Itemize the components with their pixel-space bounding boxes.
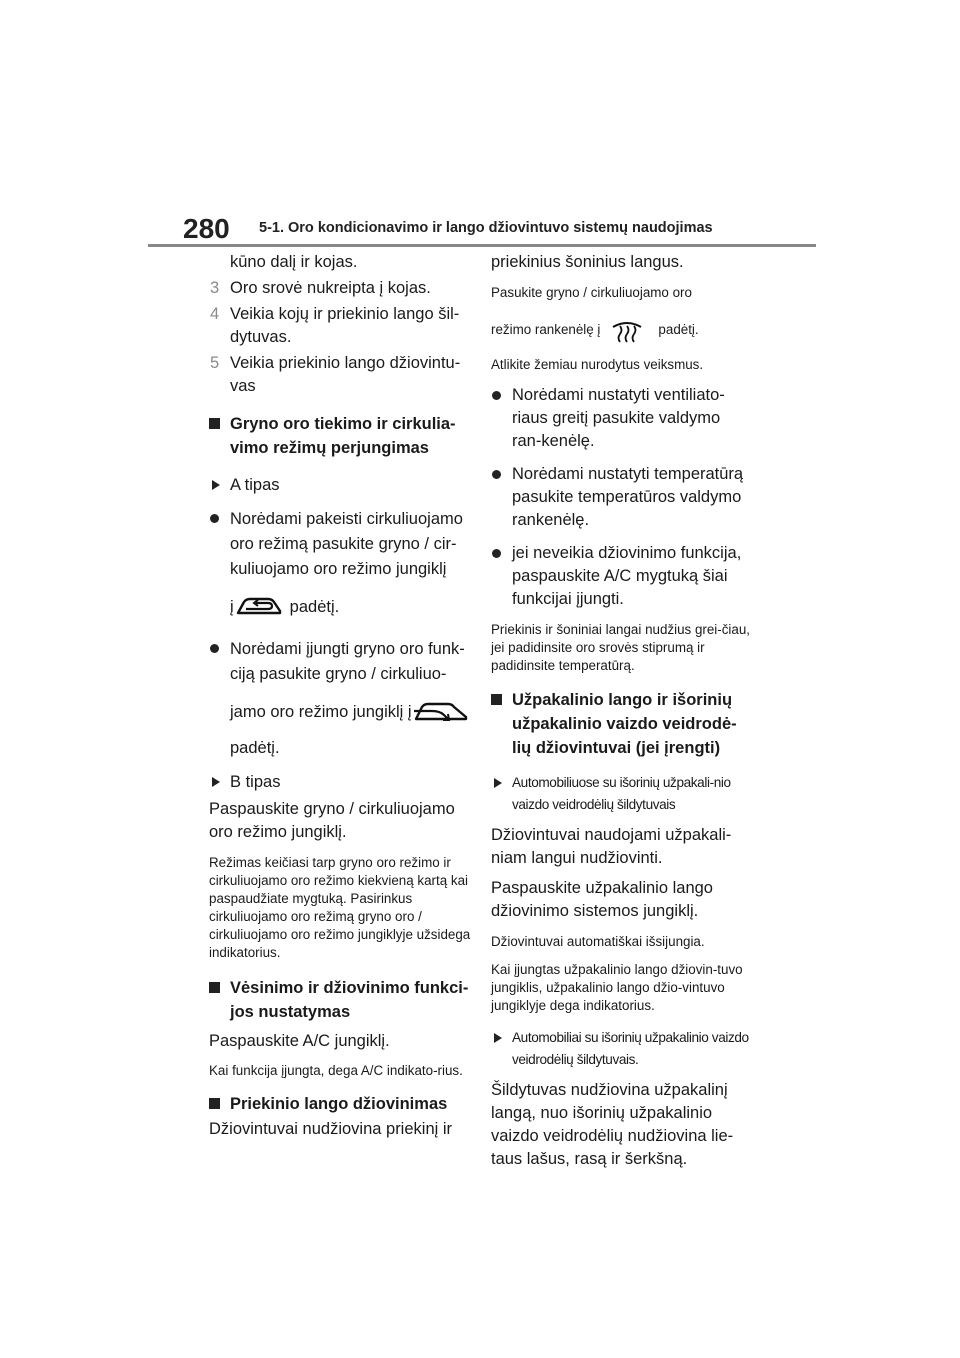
triangle-bullet-icon <box>212 777 220 787</box>
text-line: Norėdami įjungti gryno oro funk- <box>230 640 465 658</box>
section-header: 5-1. Oro kondicionavimo ir lango džiovintuvo sistemų naudojimas <box>259 220 713 236</box>
instruction-text: Atlikite žemiau nurodytus veiksmus. <box>491 357 704 372</box>
paragraph: Džiovintuvai naudojami užpakali-niam langui nudžiovinti. <box>491 826 732 867</box>
bullet-text: Norėdami nustatyti ventiliato-riaus greitį pasukite valdymo ran-kenėlę. <box>512 386 725 450</box>
header-rule <box>148 244 816 247</box>
continued-text: kūno dalį ir kojas. <box>230 253 358 271</box>
bullet-icon <box>210 644 219 653</box>
paragraph: Paspauskite užpakalinio lango džiovinimo sistemos jungiklį. <box>491 879 713 920</box>
section-heading <box>209 976 471 1024</box>
triangle-bullet-icon <box>494 778 502 788</box>
vehicle-type-label <box>491 1027 753 1071</box>
note-text: Kai įjungtas užpakalinio lango džiovin-tuvo jungiklis, užpakalinio lango džio-vintuvo jungiklyje dega indikatorius. <box>491 962 743 1013</box>
left-column <box>209 251 471 1141</box>
vehicle-type-label <box>491 772 753 816</box>
continued-text: priekinius šoninius langus. <box>491 253 684 271</box>
note-text: Priekinis ir šoniniai langai nudžius grei-čiau, jei padidinsite oro srovės stiprumą ir padidinsite temperatūrą. <box>491 622 751 673</box>
step-3 <box>209 277 471 300</box>
bullet-fresh <box>209 637 471 761</box>
square-bullet-icon <box>209 982 220 993</box>
type-a-label <box>209 474 471 497</box>
step-number: 3 <box>210 279 220 297</box>
text-line: oro režimą pasukite gryno / cir- <box>230 535 457 553</box>
step-4 <box>209 303 471 349</box>
type-label: B tipas <box>230 773 281 791</box>
right-column <box>491 251 753 1171</box>
type-label: Automobiliuose su išorinių užpakali-nio vaizdo veidrodėlių šildytuvais <box>512 775 731 812</box>
step-text: Veikia kojų ir priekinio lango šil-dytuvas. <box>230 305 460 346</box>
windshield-defroster-icon <box>610 315 644 345</box>
step-text: Veikia priekinio lango džiovintu-vas <box>230 354 461 395</box>
icon-line <box>230 694 471 730</box>
heading-text: Gryno oro tiekimo ir cirkulia-vimo režimų perjungimas <box>230 415 456 457</box>
bullet-temperature <box>491 463 753 532</box>
heading-text: Priekinio lango džiovinimas <box>230 1095 448 1113</box>
heading-text: Užpakalinio lango ir išorinių užpakalinio vaizdo veidrodė-lių džiovintuvai (jei įrengti) <box>512 691 737 757</box>
step-5 <box>209 352 471 398</box>
icon-line <box>491 312 753 348</box>
bullet-recirc <box>209 507 471 625</box>
text-line: Norėdami pakeisti cirkuliuojamo <box>230 510 463 528</box>
section-heading <box>491 688 753 760</box>
bullet-text: Norėdami nustatyti temperatūrą pasukite temperatūros valdymo rankenėlę. <box>512 465 744 529</box>
bullet-fan-speed <box>491 384 753 453</box>
fresh-air-mode-icon <box>412 699 470 725</box>
step-number: 4 <box>210 305 220 323</box>
text-fragment: padėtį. <box>289 597 340 616</box>
triangle-bullet-icon <box>494 1033 502 1043</box>
page-number: 280 <box>183 213 230 244</box>
square-bullet-icon <box>491 694 502 705</box>
square-bullet-icon <box>209 1098 220 1109</box>
paragraph: Paspauskite A/C jungiklį. <box>209 1032 390 1050</box>
paragraph: Šildytuvas nudžiovina užpakalinį langą, nuo išorinių užpakalinio vaizdo veidrodėlių nudžiovina lie-taus lašus, rasą ir šerkšną. <box>491 1081 734 1168</box>
text-line: ciją pasukite gryno / cirkuliuo- <box>230 665 447 683</box>
bullet-icon <box>492 549 501 558</box>
note-text: Kai funkcija įjungta, dega A/C indikato-rius. <box>209 1063 463 1078</box>
triangle-bullet-icon <box>212 480 220 490</box>
text-line: padėtį. <box>230 739 280 757</box>
section-heading <box>209 1092 471 1116</box>
type-label: Automobiliai su išorinių užpakalinio vaizdo veidrodėlių šildytuvais. <box>512 1030 749 1067</box>
bullet-icon <box>210 514 219 523</box>
text-fragment: padėtį. <box>658 322 699 337</box>
instruction-text: Pasukite gryno / cirkuliuojamo oro <box>491 285 692 300</box>
heading-text: Vėsinimo ir džiovinimo funkci-jos nustatymas <box>230 979 469 1021</box>
bullet-icon <box>492 391 501 400</box>
bullet-icon <box>492 470 501 479</box>
type-b-label <box>209 771 471 794</box>
step-text: Oro srovė nukreipta į kojas. <box>230 279 431 297</box>
bullet-ac <box>491 542 753 611</box>
recirculation-mode-icon <box>234 595 282 619</box>
text-fragment: į <box>230 597 234 616</box>
note-text: Režimas keičiasi tarp gryno oro režimo ir cirkuliuojamo oro režimo kiekvieną kartą kai paspaudžiate mygtuką. Pasirinkus cirkuliuojamo oro režimą gryno oro / cirkuliuojamo oro režimo jungiklyje užsidega indikatorius. <box>209 855 471 960</box>
icon-line <box>230 589 471 625</box>
step-number: 5 <box>210 354 220 372</box>
square-bullet-icon <box>209 418 220 429</box>
paragraph: Džiovintuvai nudžiovina priekinį ir <box>209 1120 453 1138</box>
section-heading <box>209 412 471 460</box>
note-text: Džiovintuvai automatiškai išsijungia. <box>491 934 705 949</box>
text-fragment: jamo oro režimo jungiklį į <box>230 702 412 721</box>
text-line: kuliuojamo oro režimo jungiklį <box>230 560 447 578</box>
type-label: A tipas <box>230 476 280 494</box>
paragraph: Paspauskite gryno / cirkuliuojamo oro režimo jungiklį. <box>209 800 455 841</box>
bullet-text: jei neveikia džiovinimo funkcija, paspauskite A/C mygtuką šiai funkcijai įjungti. <box>512 544 742 608</box>
text-fragment: režimo rankenėlę į <box>491 322 601 337</box>
